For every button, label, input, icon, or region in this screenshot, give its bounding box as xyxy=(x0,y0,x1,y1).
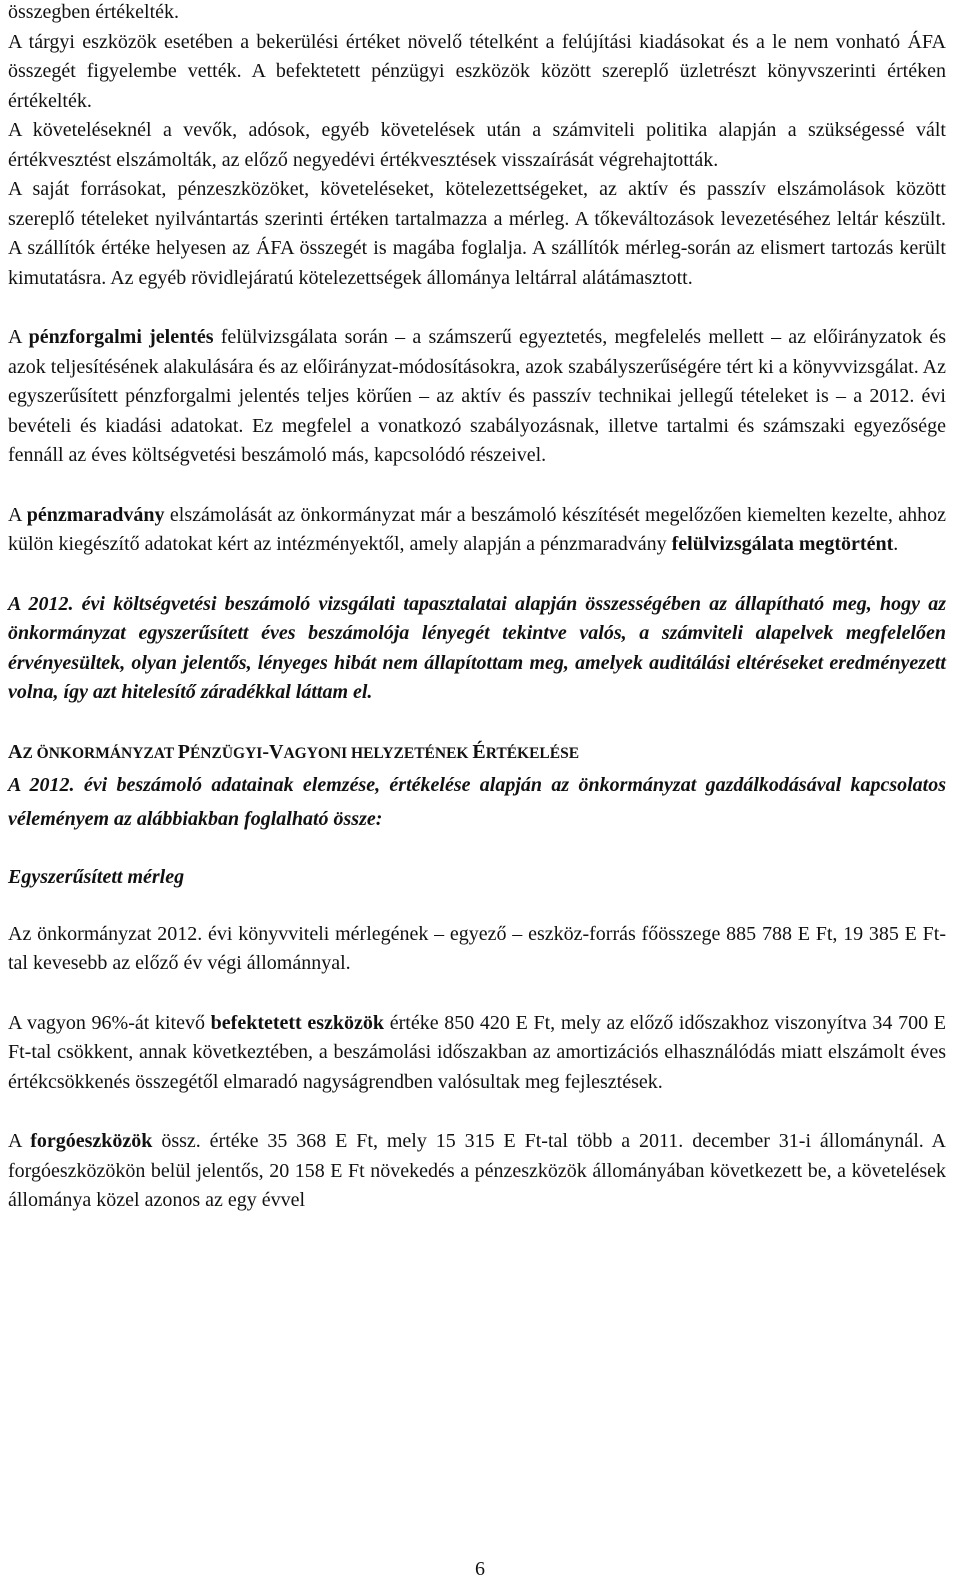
document-page xyxy=(8,0,946,1216)
paragraph-receivables: A követeléseknél a vevők, adósok, egyéb követelések után a számviteli politika alapján a szükségessé vált értékvesztést elszámolták, az előző negyedévi értékvesztések visszaírását végrehajtották. xyxy=(8,119,946,171)
paragraph-cash-surplus: A pénzmaradvány elszámolását az önkormányzat már a beszámoló készítését megelőzően kiemelten kezelte, ahhoz külön kiegészítő adatokat kért az intézményektől, amely alapján a pénzmaradvány felülvizsgálata megtörtént. xyxy=(8,503,947,555)
term-current-assets: forgóeszközök xyxy=(30,1130,153,1152)
paragraph-fixed-assets: A vagyon 96%-át kitevő befektetett eszközök értéke 850 420 E Ft, mely az előző időszakhoz viszonyítva 34 700 E Ft-tal csökkent, annak következtében, a beszámolási időszakban az amortizációs elhasználódás miatt elszámolt éves értékcsökkenés összegétől elmaradó nagyságrendben valósultak meg fejlesztések. xyxy=(8,1011,946,1093)
paragraph-audit-opinion: A 2012. évi költségvetési beszámoló vizsgálati tapasztalatai alapján összességében az állapítható meg, hogy az önkormányzat egyszerűsített éves beszámolója lényegét tekintve valós, a számviteli alapelvek megfelelően érvényesültek, olyan jelentős, lényeges hibát nem állapítottam meg, amelyek auditálási eltéréseket eredményezett volna, így azt hitelesítő záradékkal láttam el. xyxy=(8,592,946,703)
section-valuation xyxy=(8,0,946,293)
term-cashflow-report: pénzforgalmi jelentés xyxy=(28,326,214,348)
paragraph-current-assets: A forgóeszközök össz. értéke 35 368 E Ft, mely 15 315 E Ft-tal több a 2011. december 31-i állománynál. A forgóeszközökön belül jelentős, 20 158 E Ft növekedés a pénzeszközök állományában következett be, a követelések állománya közel azonos az egy évvel xyxy=(8,1130,946,1211)
paragraph-own-resources: A saját forrásokat, pénzeszközöket, követeléseket, kötelezettségeket, az aktív és passzív elszámolások között szereplő tételeket nyilvántartás szerinti értéken tartalmazza a mérleg. A tőkeváltozások levezetéséhez leltár készült. A szállítók értéke helyesen az ÁFA összegét is magába foglalja. A szállítók mérleg-során az elismert tartozás került kimutatásra. Az egyéb rövidlejáratú kötelezettségek állománya leltárral alátámasztott. xyxy=(8,178,946,289)
page-number: 6 xyxy=(475,1558,485,1580)
paragraph-intro: A 2012. évi beszámoló adatainak elemzése, értékelése alapján az önkormányzat gazdálkodásával kapcsolatos véleményem az alábbiakban foglalható össze: xyxy=(8,774,946,830)
term-review-done: felülvizsgálata megtörtént xyxy=(671,533,894,555)
paragraph-balance-total: Az önkormányzat 2012. évi könyvviteli mérlegének – egyező – eszköz-forrás főösszege 885 788 E Ft, 19 385 E Ft-tal kevesebb az előző év végi állománnyal. xyxy=(8,922,946,974)
term-fixed-assets: befektetett eszközök xyxy=(210,1011,385,1034)
section-heading: AZ ÖNKORMÁNYZAT PÉNZÜGYI-VAGYONI HELYZETÉNEK ÉRTÉKELÉSE xyxy=(8,740,580,763)
paragraph-cashflow-report: A pénzforgalmi jelentés felülvizsgálata során – a számszerű egyeztetés, megfelelés mellett – az előirányzatok és azok teljesítésének alakulására és az előirányzat-módosításokra, azok szabályszerűségére tért ki a könyvvizsgálat. Az egyszerűsített pénzforgalmi jelentés teljes körűen – az aktív és passzív technikai jellegű tételeket is – a 2012. évi bevételi és kiadási adatokat. Ez megfelel a vonatkozó szabályozásnak, illetve tartalmi és számszaki egyezősége fennáll az éves költségvetési beszámoló más, kapcsolódó részeivel. xyxy=(8,326,947,466)
paragraph-tangible-assets: A tárgyi eszközök esetében a bekerülési értéket növelő tételként a felújítási kiadásokat és a le nem vonható ÁFA összegét figyelembe vették. A befektetett pénzügyi eszközök között szereplő üzletrészt könyvszerinti értéken értékelték. xyxy=(8,30,946,112)
paragraph-line: összegben értékelték. xyxy=(8,1,180,23)
subtitle-simplified-balance: Egyszerűsített mérleg xyxy=(8,866,185,888)
term-cash-surplus: pénzmaradvány xyxy=(26,503,165,526)
